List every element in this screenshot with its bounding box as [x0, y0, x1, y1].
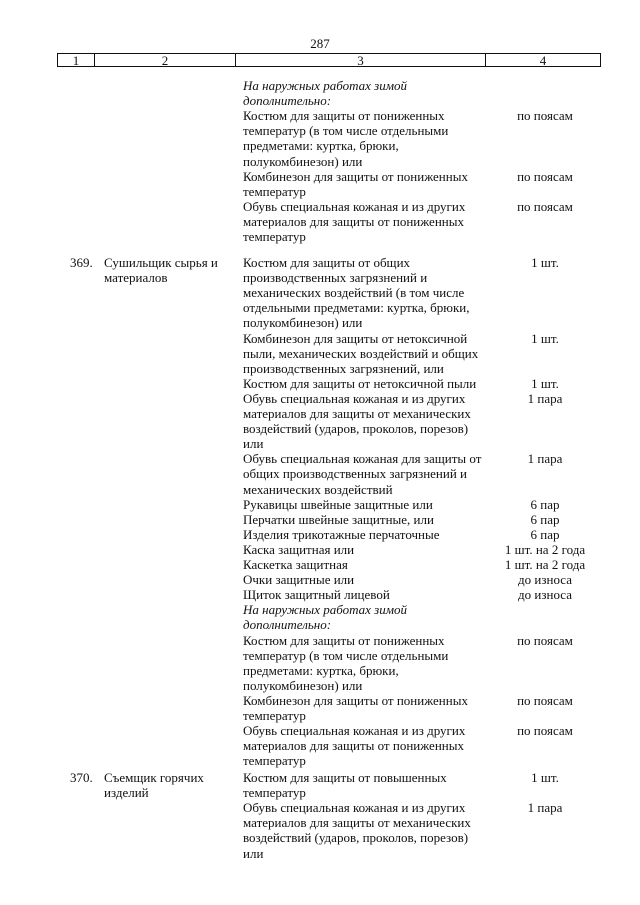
quantity: 6 пар — [530, 511, 560, 527]
item-line: Очки защитные или — [243, 572, 355, 588]
item-line: Костюм для защиты от повышенных — [243, 770, 447, 785]
item-line: Комбинезон для защиты от нетоксичной — [243, 330, 468, 346]
quantity: 1 шт. — [531, 770, 559, 785]
item-line: предметами: куртка, брюки, — [243, 662, 399, 678]
quantity: по поясам — [517, 723, 573, 739]
header-col-1: 1 — [57, 53, 95, 67]
item-line: Обувь специальная кожаная и из других — [243, 198, 466, 214]
item-line: температур — [243, 229, 306, 244]
item-line: Обувь специальная кожаная и из других — [243, 800, 466, 816]
job-title-line: Съемщик горячих — [104, 770, 204, 785]
item-line: Костюм для защиты от общих — [243, 255, 411, 270]
row-number: 370. — [70, 770, 93, 785]
quantity: до износа — [518, 572, 572, 588]
page-number: 287 — [310, 36, 330, 51]
section-note: На наружных работах зимой — [243, 78, 408, 93]
item-line: предметами: куртка, брюки, — [243, 138, 399, 154]
item-line: или — [243, 436, 264, 452]
quantity: по поясам — [517, 692, 573, 708]
item-line: Перчатки швейные защитные, или — [243, 511, 434, 527]
row-number: 369. — [70, 255, 93, 270]
item-line: материалов для защиты от механических — [243, 815, 471, 831]
quantity: 1 пара — [527, 800, 563, 816]
section-note: дополнительно: — [243, 617, 332, 633]
item-line: материалов для защиты от механических — [243, 406, 471, 421]
quantity: 1 шт. на 2 года — [504, 541, 586, 557]
item-line: полукомбинезон) или — [243, 677, 363, 693]
header-col-2: 2 — [94, 53, 236, 67]
quantity: 1 пара — [527, 451, 563, 467]
item-line: отдельными предметами: куртка, брюки, — [243, 300, 470, 316]
item-line: температур (в том числе отдельными — [243, 647, 449, 663]
quantity: 1 шт. — [531, 255, 559, 270]
item-line: температур (в том числе отдельными — [243, 123, 449, 139]
item-line: Каскетка защитная — [243, 557, 348, 572]
item-line: механических воздействий — [243, 481, 393, 497]
item-line: механических воздействий (в том числе — [243, 285, 465, 301]
item-line: Обувь специальная кожаная и из других — [243, 723, 466, 739]
item-line: Костюм для защиты от пониженных — [243, 632, 445, 648]
item-line: Костюм для защиты от нетоксичной пыли — [243, 375, 477, 391]
section-note: На наружных работах зимой — [243, 602, 408, 618]
item-line: температур — [243, 708, 306, 723]
quantity: до износа — [518, 587, 572, 603]
item-line: Щиток защитный лицевой — [243, 587, 390, 603]
item-line: полукомбинезон) или — [243, 315, 363, 331]
job-title-line: Сушильщик сырья и — [104, 255, 218, 270]
table-header — [57, 53, 601, 68]
item-line: производственных загрязнений, или — [243, 360, 444, 376]
item-line: производственных загрязнений и — [243, 270, 428, 286]
quantity: 1 пара — [527, 390, 563, 406]
item-line: температур — [243, 753, 306, 769]
quantity: 6 пар — [530, 496, 560, 512]
header-col-3: 3 — [235, 53, 486, 67]
item-line: полукомбинезон) или — [243, 153, 363, 169]
item-line: воздействий (ударов, проколов, порезов) — [243, 830, 469, 846]
quantity: по поясам — [517, 632, 573, 648]
quantity: по поясам — [517, 168, 573, 184]
section-note: дополнительно: — [243, 93, 332, 109]
item-line: Обувь специальная кожаная и из других — [243, 390, 466, 406]
quantity: 1 шт. — [531, 375, 559, 391]
item-line: Комбинезон для защиты от пониженных — [243, 168, 468, 184]
item-line: температур — [243, 785, 306, 801]
item-line: Обувь специальная кожаная для защиты от — [243, 451, 482, 467]
item-line: температур — [243, 183, 306, 199]
item-line: Рукавицы швейные защитные или — [243, 496, 433, 512]
quantity: 6 пар — [530, 526, 560, 542]
item-line: Изделия трикотажные перчаточные — [243, 526, 440, 542]
item-line: материалов для защиты от пониженных — [243, 738, 464, 754]
item-line: Костюм для защиты от пониженных — [243, 108, 445, 124]
item-line: пыли, механических воздействий и общих — [243, 345, 479, 361]
item-line: общих производственных загрязнений и — [243, 466, 468, 482]
item-line: материалов для защиты от пониженных — [243, 213, 464, 229]
quantity: по поясам — [517, 198, 573, 214]
job-title-line: материалов — [104, 270, 168, 286]
item-line: воздействий (ударов, проколов, порезов) — [243, 421, 469, 437]
item-line: Комбинезон для защиты от пониженных — [243, 692, 468, 708]
item-line: или — [243, 845, 264, 861]
quantity: 1 шт. — [531, 330, 559, 346]
header-col-4: 4 — [485, 53, 601, 67]
quantity: 1 шт. на 2 года — [504, 557, 586, 572]
item-line: Каска защитная или — [243, 541, 355, 557]
quantity: по поясам — [517, 108, 573, 124]
job-title-line: изделий — [104, 785, 149, 801]
